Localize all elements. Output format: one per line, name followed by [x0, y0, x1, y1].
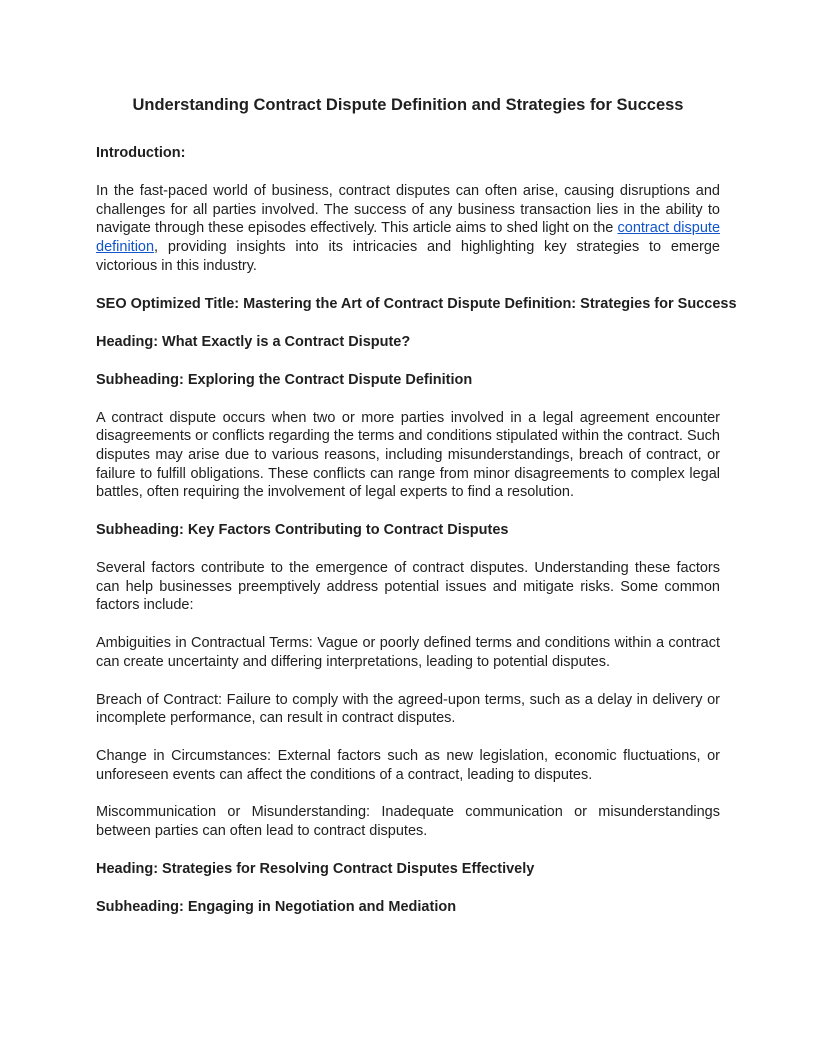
subheading-negotiation-mediation: Subheading: Engaging in Negotiation and Mediation: [96, 898, 457, 915]
heading-what-is-contract-dispute: Heading: What Exactly is a Contract Dispute?: [96, 333, 411, 350]
definition-paragraph: A contract dispute occurs when two or more parties involved in a legal agreement encounter disagreements or conflicts regarding the terms and conditions stipulated within the contract. Such disputes may arise due to various reasons, including misunderstandings, breach of contract, or failure to fulfill obligations. These conflicts can range from minor disagreements to complex legal battles, often requiring the involvement of legal experts to find a resolution.: [96, 409, 720, 501]
factor-change-in-circumstances: Change in Circumstances: External factors such as new legislation, economic fluctuations, or unforeseen events can affect the conditions of a contract, leading to disputes.: [96, 747, 720, 783]
document-title: Understanding Contract Dispute Definition and Strategies for Success: [132, 96, 684, 114]
intro-text-before-link: In the fast-paced world of business, contract disputes can often arise, causing disruptions and challenges for all parties involved. The success of any business transaction lies in the ability to navigate through these episodes effectively. This article aims to shed light on the: [96, 183, 720, 237]
intro-paragraph: [96, 182, 720, 276]
seo-title: SEO Optimized Title: Mastering the Art of Contract Dispute Definition: Strategies for Success: [96, 295, 737, 312]
intro-label: Introduction:: [96, 145, 186, 161]
heading-strategies: Heading: Strategies for Resolving Contract Disputes Effectively: [96, 860, 535, 877]
factor-breach: Breach of Contract: Failure to comply with the agreed-upon terms, such as a delay in delivery or incomplete performance, can result in contract disputes.: [96, 691, 720, 727]
factors-intro-paragraph: Several factors contribute to the emergence of contract disputes. Understanding these factors can help businesses preemptively address potential issues and mitigate risks. Some common factors include:: [96, 560, 720, 614]
subheading-exploring-definition: Subheading: Exploring the Contract Dispute Definition: [96, 371, 473, 388]
factor-miscommunication: Miscommunication or Misunderstanding: Inadequate communication or misunderstandings between parties can often lead to contract disputes.: [96, 804, 720, 840]
intro-text-after-link: , providing insights into its intricacies and highlighting key strategies to emerge victorious in this industry.: [96, 239, 720, 274]
document-page: [96, 94, 737, 936]
subheading-key-factors: Subheading: Key Factors Contributing to Contract Disputes: [96, 522, 509, 539]
factor-ambiguities: Ambiguities in Contractual Terms: Vague or poorly defined terms and conditions within a contract can create uncertainty and differing interpretations, leading to potential disputes.: [96, 635, 720, 670]
contract-dispute-definition-link[interactable]: contract dispute definition: [96, 220, 721, 256]
